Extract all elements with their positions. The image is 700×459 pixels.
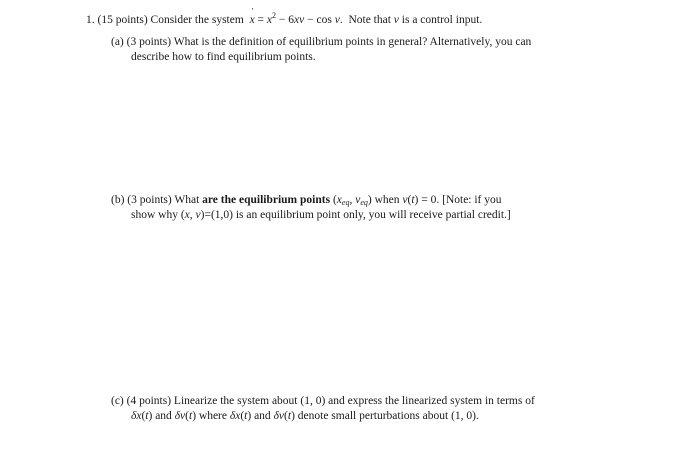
part-c-text-1: Linearize the system about (1, 0) and express the linearized system in terms of (173, 395, 535, 407)
part-b-points: (3 points) (127, 194, 172, 206)
part-c-text-2: δx(t) and δv(t) where δx(t) and δv(t) denote small perturbations about (1, 0). (131, 410, 479, 422)
part-a-text-1: What is the definition of equilibrium points in general? Alternatively, you can (173, 36, 532, 48)
part-b-label: (b) (111, 194, 125, 206)
part-a-text-2: describe how to find equilibrium points. (131, 51, 316, 63)
part-b-suffix: when v(t) = 0. [Note: if you (374, 194, 502, 206)
part-b-prefix: What (174, 194, 200, 206)
part-a-line1 (111, 35, 531, 50)
part-c-points: (4 points) (126, 395, 172, 407)
part-b-bold-phrase: are the equilibrium points (202, 194, 331, 206)
system-equation: x ˙ = $x^2 - 6xv - \cos v$. (247, 14, 343, 26)
part-c-label: (c) (111, 395, 124, 407)
part-a-points: (3 points) (126, 36, 172, 48)
problem-points: (15 points) (97, 14, 148, 26)
part-b-line2 (131, 208, 511, 223)
part-a-label: (a) (111, 36, 124, 48)
part-b-text-2: show why (x, v)=(1,0) is an equilibrium point only, you will receive partial credit.] (131, 209, 511, 221)
part-c-line2 (131, 409, 479, 424)
problem-note: Note that v is a control input. (345, 14, 483, 26)
part-c-line1 (111, 394, 535, 409)
part-b-line1 (111, 193, 502, 208)
part-b-math: ($x_{eq}$, $v_{eq}$) (332, 194, 372, 207)
problem-intro: Consider the system (150, 14, 244, 26)
problem-number: 1. (86, 14, 95, 26)
problem-statement (86, 13, 482, 28)
part-a-line2 (131, 50, 316, 65)
